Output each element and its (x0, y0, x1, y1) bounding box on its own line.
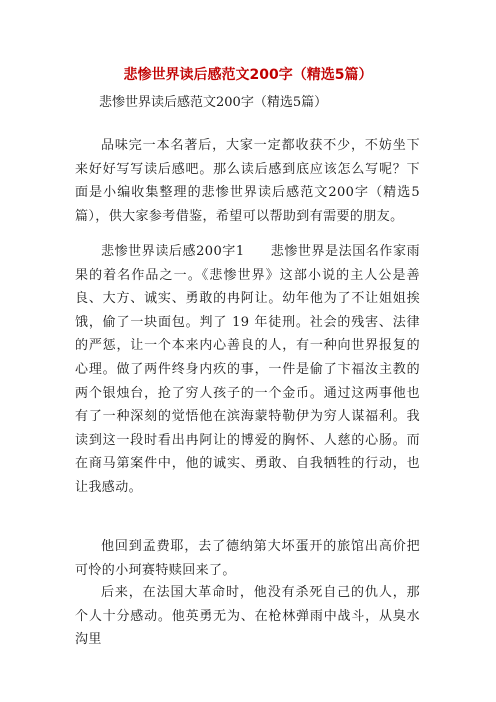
essay-paragraph (75, 581, 420, 652)
essay-paragraph-3: 后来，在法国大革命时，他没有杀死自己的仇人，那个人十分感动。他英勇无为、在枪林弹雨中战斗，从臭水沟里 (75, 585, 420, 648)
essay-paragraph (75, 240, 420, 500)
essay-paragraph-1: 悲惨世界是法国名作家雨果的着名作品之一。《悲惨世界》这部小说的主人公是善良、大方、诚实、勇敢的冉阿让。幼年他为了不让姐姐挨饿，偷了一块面包。判了 19 年徒刑。社会的残害、法律的严惩，让一个本来内心善良的人，有一种向世界报复的心理。做了两件终身内疚的事，一件是偷了卞福汝主教的两个银烛台，抢了穷人孩子的一个金币。通过这两事他也有了一种深刻的觉悟他在滨海蒙特勒伊为穷人谋福利。我读到这一段时看出冉阿让的博爱的胸怀、人慈的心肠。而在商马第案件中，他的诚实、勇敢、自我牺牲的行动，也让我感动。 (75, 244, 420, 495)
essay-paragraph (75, 535, 420, 582)
essay-paragraph-2: 他回到孟费耶，去了德纳第大坏蛋开的旅馆出高价把可怜的小珂赛特赎回来了。 (75, 539, 420, 578)
document-title: 悲惨世界读后感范文200字（精选5篇） (123, 67, 373, 83)
intro-paragraph (75, 134, 420, 228)
document-subtitle: 悲惨世界读后感范文200字（精选5篇） (99, 95, 328, 110)
intro-text: 品味完一本名著后，大家一定都收获不少，不妨坐下来好好写写读后感吧。那么读后感到底应该怎么写呢？下面是小编收集整理的悲惨世界读后感范文200字（精选5篇），供大家参考借鉴，希望可以帮助到有需要的朋友。 (75, 138, 420, 224)
essay-heading: 悲惨世界读后感200字1 (101, 244, 245, 259)
essay-paragraph-text (75, 240, 420, 500)
